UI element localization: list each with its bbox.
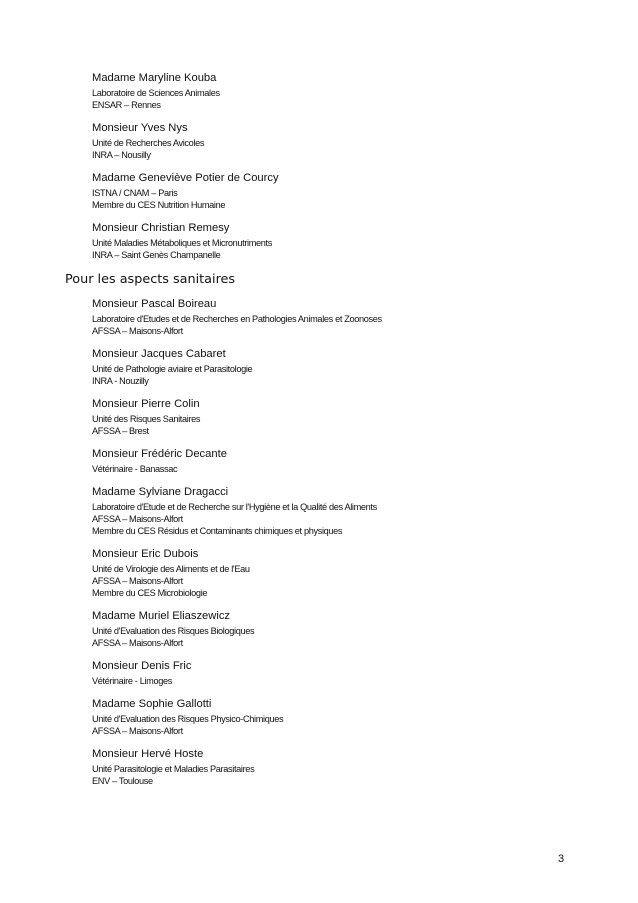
member-affiliation-line: Unité de Pathologie aviaire et Parasitologie <box>92 364 253 374</box>
section-heading: Pour les aspects sanitaires <box>65 272 236 287</box>
member-affiliation-line: AFSSA – Brest <box>92 426 149 436</box>
member-name: Monsieur Pierre Colin <box>92 398 200 410</box>
member-affiliation-line: Vétérinaire - Limoges <box>92 676 172 686</box>
member-name: Monsieur Pascal Boireau <box>92 298 217 310</box>
member-entry <box>92 748 612 787</box>
member-entry <box>92 486 612 537</box>
member-name: Monsieur Eric Dubois <box>92 548 199 560</box>
member-affiliation-line: Unité d'Evaluation des Risques Physico-Chimiques <box>92 714 284 724</box>
member-affiliation-line: AFSSA – Maisons-Alfort <box>92 638 183 648</box>
member-entry <box>92 610 612 649</box>
member-affiliation-line: ENV – Toulouse <box>92 776 153 786</box>
member-name: Madame Sophie Gallotti <box>92 698 212 710</box>
member-entry <box>92 398 612 437</box>
member-list <box>65 72 612 798</box>
member-entry <box>92 222 612 261</box>
member-entry <box>92 698 612 737</box>
member-name: Monsieur Hervé Hoste <box>92 748 204 760</box>
member-name: Monsieur Frédéric Decante <box>92 448 227 460</box>
member-affiliation-line: Unité Parasitologie et Maladies Parasitaires <box>92 764 255 774</box>
member-name: Monsieur Christian Remesy <box>92 222 230 234</box>
member-affiliation-line: INRA – Nousilly <box>92 150 151 160</box>
member-name: Monsieur Denis Fric <box>92 660 192 672</box>
member-affiliation-line: Membre du CES Microbiologie <box>92 588 208 598</box>
member-affiliation-line: ENSAR – Rennes <box>92 100 161 110</box>
member-affiliation-line: Unité d'Evaluation des Risques Biologiques <box>92 626 255 636</box>
member-entry <box>92 660 612 687</box>
member-entry <box>92 122 612 161</box>
member-entry <box>92 72 612 111</box>
member-affiliation-line: Vétérinaire - Banassac <box>92 464 178 474</box>
member-affiliation-line: Unité Maladies Métaboliques et Micronutriments <box>92 238 272 248</box>
member-affiliation-line: AFSSA – Maisons-Alfort <box>92 726 183 736</box>
member-name: Madame Muriel Eliaszewicz <box>92 610 231 622</box>
member-affiliation-line: Unité de Virologie des Aliments et de l'Eau <box>92 564 250 574</box>
member-entry <box>92 448 612 475</box>
member-affiliation-line: Membre du CES Résidus et Contaminants chimiques et physiques <box>92 526 343 536</box>
member-name: Madame Sylviane Dragacci <box>92 486 229 498</box>
member-name: Madame Maryline Kouba <box>92 72 217 84</box>
member-affiliation-line: Unité des Risques Sanitaires <box>92 414 201 424</box>
member-affiliation-line: AFSSA – Maisons-Alfort <box>92 326 183 336</box>
member-affiliation-line: AFSSA – Maisons-Alfort <box>92 576 183 586</box>
member-name: Monsieur Jacques Cabaret <box>92 348 226 360</box>
member-affiliation-line: Laboratoire d'Etudes et de Recherches en Pathologies Animales et Zoonoses <box>92 314 382 324</box>
member-affiliation-line: AFSSA – Maisons-Alfort <box>92 514 183 524</box>
member-affiliation-line: Laboratoire d'Etude et de Recherche sur l'Hygiène et la Qualité des Aliments <box>92 502 377 512</box>
member-entry <box>92 548 612 599</box>
member-entry <box>92 348 612 387</box>
member-entry <box>92 298 612 337</box>
member-affiliation-line: INRA - Nouzilly <box>92 376 149 386</box>
member-affiliation-line: Unité de Recherches Avicoles <box>92 138 205 148</box>
member-affiliation-line: Laboratoire de Sciences Animales <box>92 88 220 98</box>
member-affiliation-line: Membre du CES Nutrition Humaine <box>92 200 226 210</box>
member-name: Monsieur Yves Nys <box>92 122 188 134</box>
member-affiliation-line: ISTNA / CNAM – Paris <box>92 188 178 198</box>
page-number: 3 <box>558 853 565 865</box>
member-affiliation-line: INRA – Saint Genès Champanelle <box>92 250 221 260</box>
member-entry <box>92 172 612 211</box>
member-name: Madame Geneviève Potier de Courcy <box>92 172 279 184</box>
